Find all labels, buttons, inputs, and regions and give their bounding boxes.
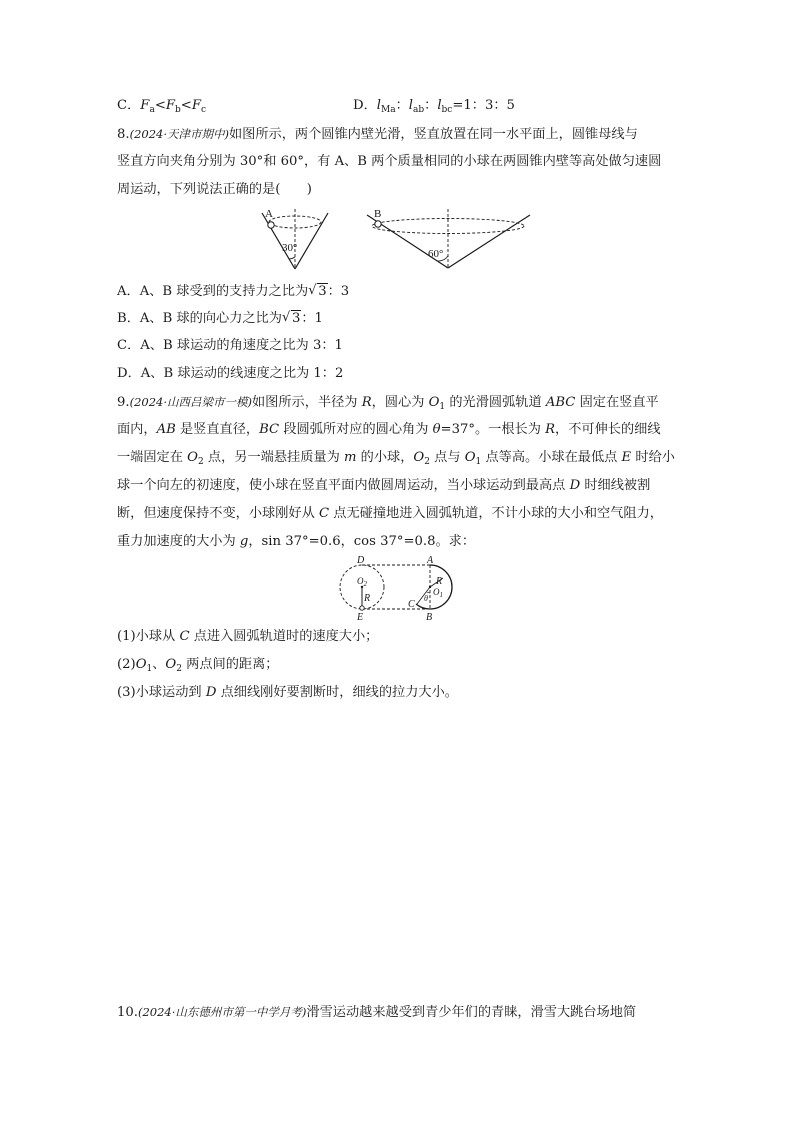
fig-label-r-left: R [364,593,371,604]
q8-stem-line-1: 8.(2024·天津市期中)如图所示，两个圆锥内壁光滑，竖直放置在同一水平面上，圆锥母线与 [117,127,638,142]
fig-label-c: C [408,599,415,610]
fig-label-r-right: R [436,576,443,587]
cone-a [262,208,328,269]
q8-option-a: A．A、B 球受到的支持力之比为√ 3：3 [117,284,349,300]
cone-b [367,208,530,268]
fig-label-b: B [426,612,433,623]
q9-stem-line-5: 断，但速度保持不变，小球刚好从 C 点无碰撞地进入圆弧轨道，不计小球的大小和空气阻力， [117,506,663,521]
fig-label-e: E [357,612,364,623]
q8-stem-line-3: 周运动，下列说法正确的是( ) [117,182,312,197]
q9-part-3: (3)小球运动到 D 点细线刚好要割断时，细线的拉力大小。 [117,685,458,700]
q9-stem-line-4: 球一个向左的初速度，使小球在竖直平面内做圆周运动，当小球运动到最高点 D 时细线被割 [117,478,651,493]
fig-label-d: D [357,555,365,566]
cone-a-angle: 30° [282,242,298,254]
fig-label-o1: $O_1$ [433,587,443,599]
q8-cone-figure [250,205,540,275]
cone-a-label: A [265,208,273,220]
option-d-lengths: D．$l_{Ma}$：$l_{ab}$：$l_{bc}=1$：3：5 [353,98,515,115]
cone-b-angle: 60° [428,248,444,260]
q9-stem-line-2: 面内，AB 是竖直直径，BC 段圆弧所对应的圆心角为 θ=37°。一根长为 R，不可伸长的细线 [117,422,661,437]
cone-b-label: B [374,208,382,220]
fig-label-a: A [427,555,434,566]
q9-stem-line-6: 重力加速度的大小为 g，sin 37°=0.6，cos 37°=0.8。求： [117,534,476,549]
q9-stem-line-1: 9.(2024·山西吕梁市一模)如图所示，半径为 R，圆心为 $O_1$ 的光滑圆弧轨道 ABC 固定在竖直平 [117,395,659,412]
fig-label-o2: $O_2$ [357,576,367,588]
q9-part-1: (1)小球从 C 点进入圆弧轨道时的速度大小； [117,629,379,644]
option-c-forces: C．$F_a<F_b<F_c$ [117,98,207,115]
q8-option-d: D．A、B 球运动的线速度之比为 1：2 [117,366,344,381]
fig-label-theta: θ [424,594,428,603]
q9-circular-track-figure [335,556,470,624]
q9-part-2: $(2)O_1$、$O_2$ 两点间的距离； [117,657,279,674]
q8-option-c: C．A、B 球运动的角速度之比为 3：1 [117,338,343,353]
q9-stem-line-3: 一端固定在 $O_2$ 点，另一端悬挂质量为 m 的小球，$O_2$ 点与 $O_1$ 点等高。小球在最低点 E 时给小 [117,450,675,467]
q8-option-b: B．A、B 球的向心力之比为√ 3：1 [117,311,323,327]
q8-stem-line-2: 竖直方向夹角分别为 30°和 60°，有 A、B 两个质量相同的小球在两圆锥内壁等高处做匀速圆 [117,154,662,169]
q10-stem-line-1: 10.(2024·山东德州市第一中学月考)滑雪运动越来越受到青少年们的青睐，滑雪大跳台场地简 [117,1005,637,1020]
